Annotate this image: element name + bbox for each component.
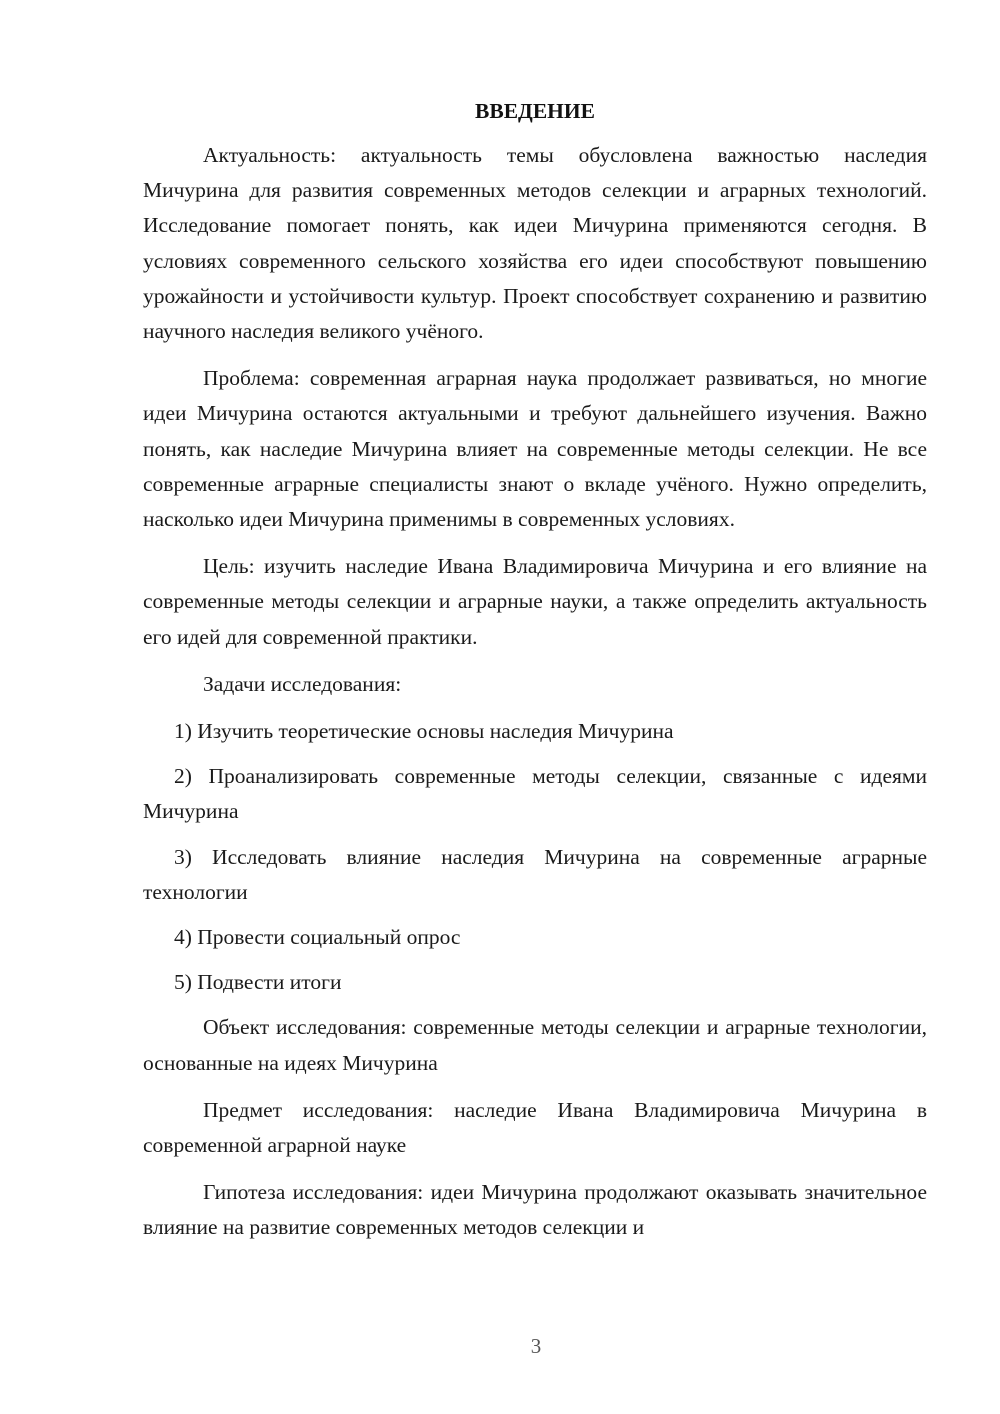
subject-paragraph: Предмет исследования: наследие Ивана Владимировича Мичурина в современной аграрной науке (143, 1097, 927, 1158)
page-number: 3 (530, 1334, 542, 1358)
relevance-paragraph: Актуальность: актуальность темы обусловлена важностью наследия Мичурина для развития современных методов селекции и аграрных технологий. Исследование помогает понять, как идеи Мичурина применяются сегодня. В условиях современного сельского хозяйства его идеи способствуют повышению урожайности и устойчивости культур. Проект способствует сохранению и развитию научного наследия великого учёного. (143, 143, 927, 344)
list-item: 3) Исследовать влияние наследия Мичурина на современные аграрные технологии (143, 844, 927, 904)
list-item: 5) Подвести итоги (174, 970, 342, 995)
page-content (143, 96, 927, 1258)
goal-paragraph: Цель: изучить наследие Ивана Владимировича Мичурина и его влияние на современные методы селекции и аграрные науки, а также определить актуальность его идей для современной практики. (143, 554, 927, 649)
list-item: 4) Провести социальный опрос (174, 925, 461, 950)
tasks-list (143, 714, 927, 1000)
section-heading: ВВЕДЕНИЕ (475, 99, 595, 123)
list-item: 1) Изучить теоретические основы наследия Мичурина (174, 719, 674, 744)
hypothesis-paragraph: Гипотеза исследования: идеи Мичурина продолжают оказывать значительное влияние на развитие современных методов селекции и (143, 1180, 927, 1240)
tasks-heading: Задачи исследования: (203, 671, 402, 696)
object-paragraph: Объект исследования: современные методы селекции и аграрные технологии, основанные на идеях Мичурина (143, 1015, 927, 1075)
problem-paragraph: Проблема: современная аграрная наука продолжает развиваться, но многие идеи Мичурина остаются актуальными и требуют дальнейшего изучения. Важно понять, как наследие Мичурина влияет на современные методы селекции. Не все современные аграрные специалисты знают о вкладе учёного. Нужно определить, насколько идеи Мичурина применимы в современных условиях. (143, 366, 927, 532)
list-item: 2) Проанализировать современные методы селекции, связанные с идеями Мичурина (143, 764, 927, 824)
